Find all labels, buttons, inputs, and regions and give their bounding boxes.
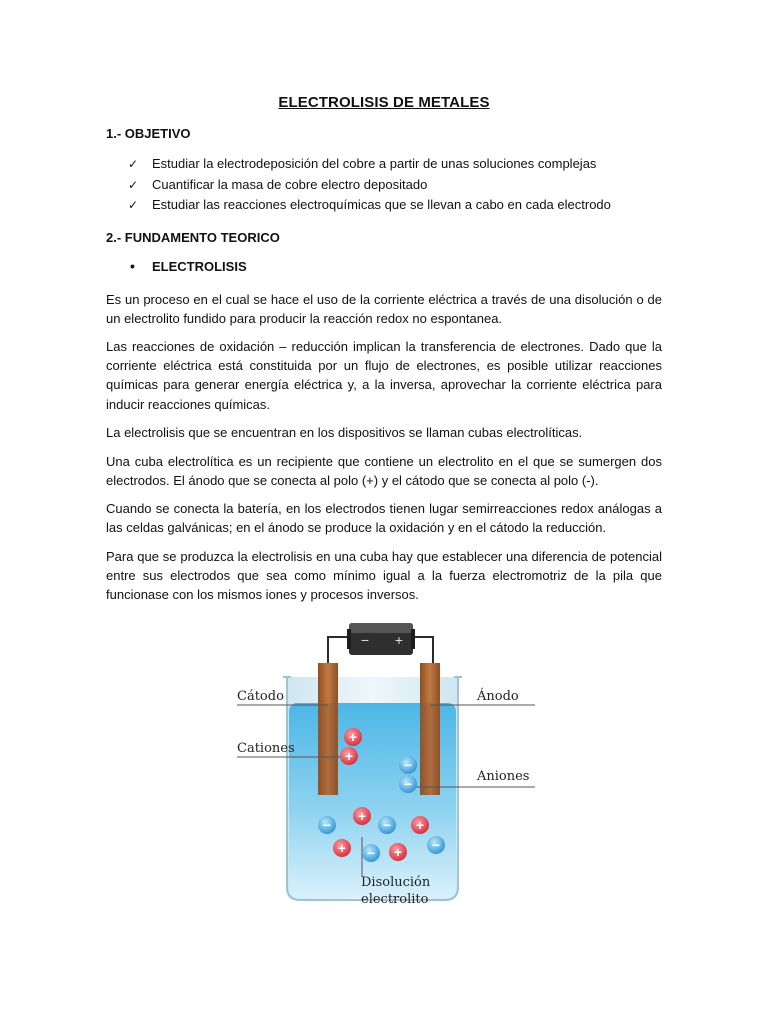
battery-minus-label: −: [360, 632, 370, 648]
battery: [347, 623, 415, 655]
bullet-electrolisis: [130, 258, 247, 274]
anion-sign: −: [366, 845, 376, 861]
list-item-text: Estudiar las reacciones electroquímicas que se llevan a cabo en cada electrodo: [152, 197, 611, 212]
cation-sign: +: [393, 844, 403, 860]
aniones-label: Aniones: [477, 769, 530, 784]
cation-sign: +: [415, 817, 425, 833]
list-item-text: Estudiar la electrodeposición del cobre a partir de unas soluciones complejas: [152, 156, 597, 171]
anion-sign: −: [431, 837, 441, 853]
paragraph: Cuando se conecta la batería, en los electrodos tienen lugar semirreacciones redox análogas a las celdas galvánicas; en el ánodo se produce la oxidación y en el cátodo la reducción.: [106, 501, 662, 536]
bullet-icon: •: [130, 258, 135, 274]
anion-sign: −: [322, 817, 332, 833]
electrolysis-diagram: [225, 615, 545, 915]
checkmark-icon: ✓: [128, 157, 139, 171]
paragraph: La electrolisis que se encuentran en los dispositivos se llaman cubas electrolíticas.: [106, 425, 583, 440]
section-heading-objetivo: 1.- OBJETIVO: [106, 126, 191, 141]
anion-sign: −: [382, 817, 392, 833]
list-item-text: Cuantificar la masa de cobre electro depositado: [152, 176, 428, 192]
paragraph: Una cuba electrolítica es un recipiente que contiene un electrolito en el que se sumergen dos electrodos. El ánodo que se conecta al polo (+) y el cátodo que se conecta al polo (-).: [106, 454, 662, 489]
list-item: [128, 154, 611, 175]
anion-sign: −: [403, 776, 413, 792]
checkmark-icon: ✓: [128, 198, 139, 212]
checkmark-icon: ✓: [128, 177, 139, 192]
electrolysis-diagram-svg: [225, 615, 545, 915]
bullet-text: ELECTROLISIS: [152, 259, 247, 274]
paragraph: Para que se produzca la electrolisis en una cuba hay que establecer una diferencia de potencial entre sus electrodos que sea como mínimo igual a la fuerza electromotriz de la pila que funcionase con los mismos iones y procesos inversos.: [106, 549, 662, 603]
catodo-label: Cátodo: [237, 689, 284, 704]
list-item: [128, 175, 611, 196]
section-heading-fundamento: 2.- FUNDAMENTO TEORICO: [106, 230, 280, 245]
anion-sign: −: [403, 757, 413, 773]
document-title: ELECTROLISIS DE METALES: [278, 94, 490, 111]
electrolito-label: electrolito: [361, 892, 429, 907]
cation-sign: +: [337, 840, 347, 856]
battery-plus-label: +: [394, 632, 404, 648]
objectives-list: [128, 154, 611, 216]
list-item: [128, 195, 611, 216]
paragraph: Es un proceso en el cual se hace el uso de la corriente eléctrica a través de una disolución o de un electrolito fundido para producir la reacción redox no espontanea.: [106, 292, 662, 327]
cation-sign: +: [348, 729, 358, 745]
cation-sign: +: [357, 808, 367, 824]
cationes-label: Cationes: [237, 741, 295, 756]
disolucion-label: Disolución: [361, 875, 431, 890]
paragraph: Las reacciones de oxidación – reducción implican la transferencia de electrones. Dado que la corriente eléctrica está constituida por un flujo de electrones, es posible utilizar reacciones químicas para generar energía eléctrica y, a la inversa, aprovechar la corriente eléctrica para inducir reacciones químicas.: [106, 339, 662, 412]
cation-sign: +: [344, 748, 354, 764]
anodo-label: Ánodo: [477, 689, 519, 704]
